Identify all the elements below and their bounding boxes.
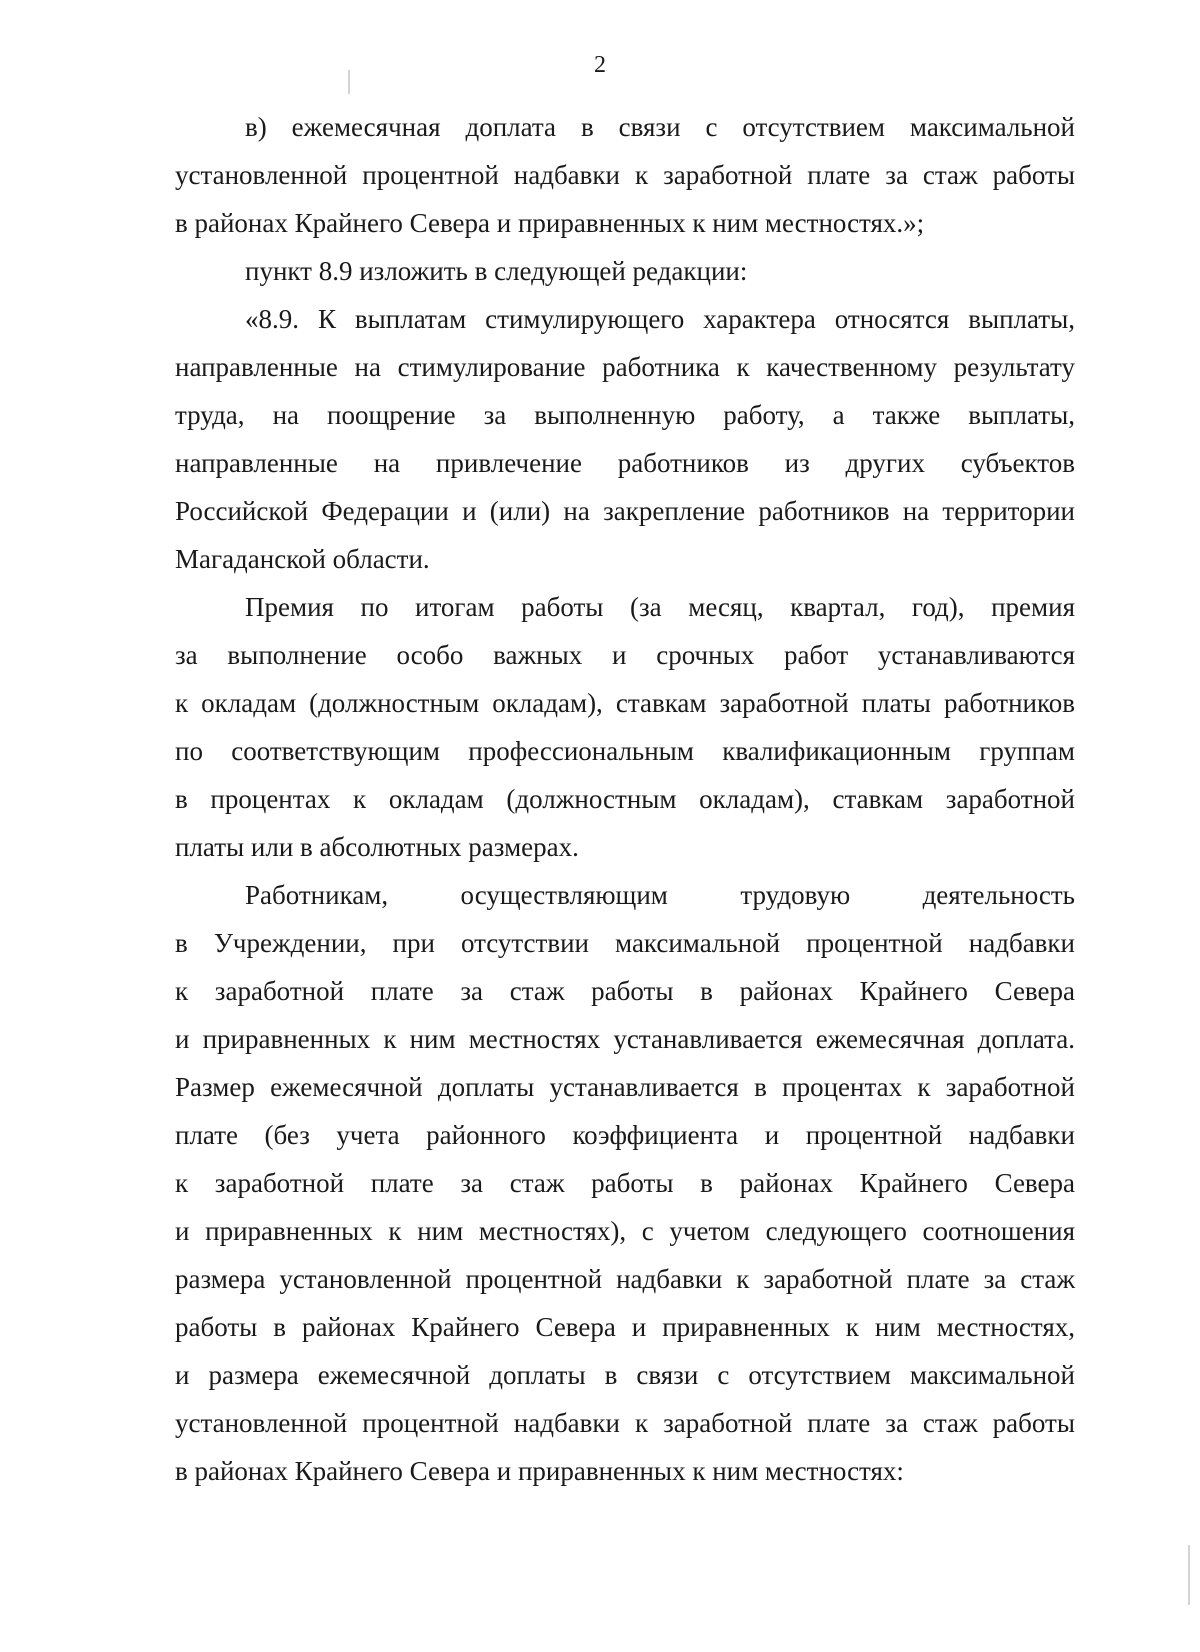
scan-margin-mark	[348, 70, 350, 94]
text-line: размера установленной процентной надбавки к заработной плате за стаж	[175, 1264, 1075, 1294]
text-line: в районах Крайнего Севера и приравненных к ним местностях.»;	[175, 208, 925, 238]
scan-margin-mark	[1188, 1545, 1190, 1605]
text-line: работы в районах Крайнего Севера и приравненных к ним местностях,	[175, 1312, 1075, 1342]
text-line: в) ежемесячная доплата в связи с отсутствием максимальной	[245, 112, 1075, 142]
text-line: к окладам (должностным окладам), ставкам заработной платы работников	[175, 688, 1075, 718]
text-line: и приравненных к ним местностях), с учетом следующего соотношения	[175, 1216, 1075, 1246]
text-line: к заработной плате за стаж работы в районах Крайнего Севера	[175, 1168, 1075, 1198]
text-line: направленные на стимулирование работника к качественному результату	[175, 352, 1075, 382]
text-line: в Учреждении, при отсутствии максимальной процентной надбавки	[175, 928, 1075, 958]
text-line: установленной процентной надбавки к заработной плате за стаж работы	[175, 1408, 1075, 1438]
paragraph	[175, 583, 1075, 871]
paragraph	[175, 103, 1075, 247]
page-number: 2	[594, 52, 606, 78]
text-line: в районах Крайнего Севера и приравненных к ним местностях:	[175, 1456, 904, 1486]
text-line: и приравненных к ним местностях устанавливается ежемесячная доплата.	[175, 1024, 1075, 1054]
text-line: за выполнение особо важных и срочных работ устанавливаются	[175, 640, 1075, 670]
text-line: к заработной плате за стаж работы в районах Крайнего Севера	[175, 976, 1075, 1006]
text-line: платы или в абсолютных размерах.	[175, 832, 579, 862]
text-line: направленные на привлечение работников из других субъектов	[175, 448, 1075, 478]
document-body	[175, 103, 1075, 1495]
text-line: Работникам, осуществляющим трудовую деятельность	[245, 880, 1075, 910]
paragraph	[175, 247, 1075, 295]
text-line: Магаданской области.	[175, 544, 430, 574]
text-line: Размер ежемесячной доплаты устанавливается в процентах к заработной	[175, 1072, 1075, 1102]
text-line: «8.9. К выплатам стимулирующего характера относятся выплаты,	[245, 304, 1075, 334]
text-line: по соответствующим профессиональным квалификационным группам	[175, 736, 1075, 766]
text-line: Премия по итогам работы (за месяц, квартал, год), премия	[245, 592, 1075, 622]
text-line: установленной процентной надбавки к заработной плате за стаж работы	[175, 160, 1075, 190]
text-line: Российской Федерации и (или) на закрепление работников на территории	[175, 496, 1075, 526]
paragraph	[175, 871, 1075, 1495]
text-line: труда, на поощрение за выполненную работу, а также выплаты,	[175, 400, 1075, 430]
text-line: пункт 8.9 изложить в следующей редакции:	[245, 256, 748, 286]
paragraph	[175, 295, 1075, 583]
text-line: плате (без учета районного коэффициента и процентной надбавки	[175, 1120, 1075, 1150]
text-line: в процентах к окладам (должностным окладам), ставкам заработной	[175, 784, 1075, 814]
text-line: и размера ежемесячной доплаты в связи с отсутствием максимальной	[175, 1360, 1075, 1390]
